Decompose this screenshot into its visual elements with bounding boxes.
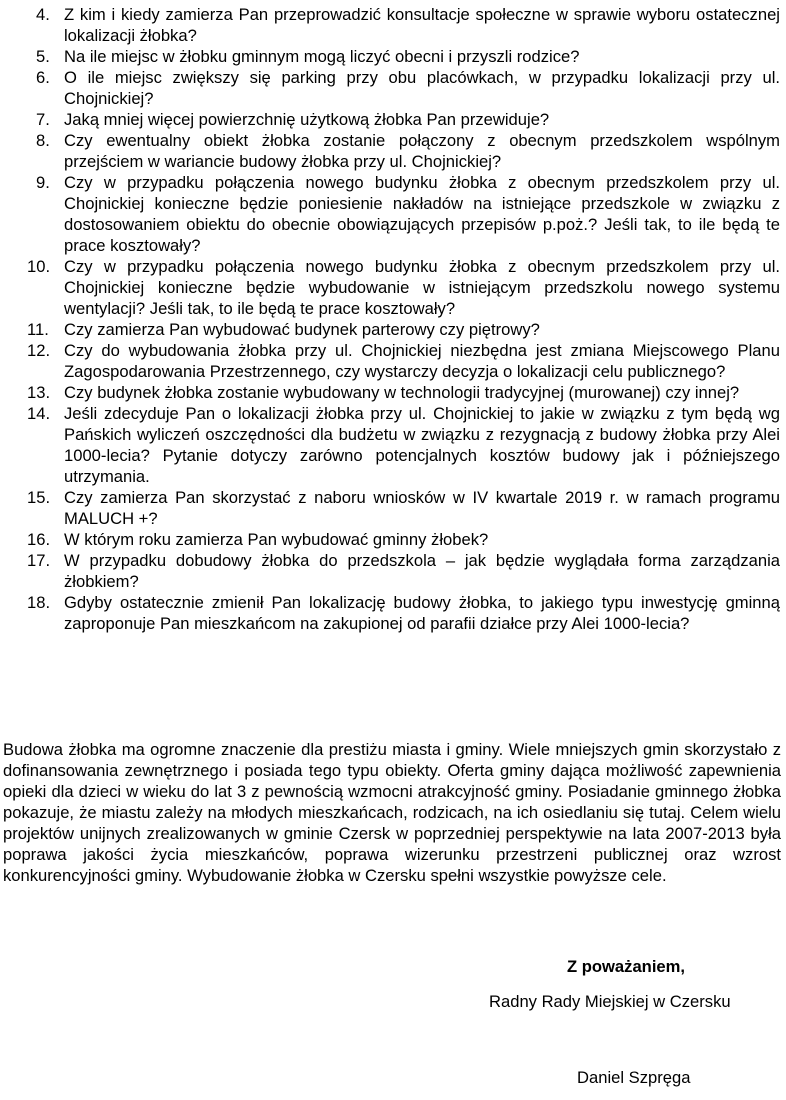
question-text: Czy budynek żłobka zostanie wybudowany w technologii tradycyjnej (murowanej) czy innej?	[64, 383, 740, 402]
question-item	[20, 67, 780, 109]
question-number-label: 17.	[27, 551, 51, 570]
signatory-name: Daniel Szpręga	[577, 1068, 691, 1087]
question-number-label: 4.	[36, 5, 50, 24]
question-text: O ile miejsc zwiększy się parking przy obu placówkach, w przypadku lokalizacji przy ul. Chojnickiej?	[64, 68, 780, 108]
question-number	[20, 319, 64, 340]
question-item	[20, 130, 780, 172]
question-number	[20, 529, 64, 550]
question-text: Jaką mniej więcej powierzchnię użytkową żłobka Pan przewiduje?	[64, 110, 550, 129]
question-number	[20, 46, 64, 67]
question-text: W którym roku zamierza Pan wybudować gminny żłobek?	[64, 530, 489, 549]
question-item	[20, 550, 780, 592]
question-number	[20, 256, 64, 277]
question-text: Czy zamierza Pan skorzystać z naboru wniosków w IV kwartale 2019 r. w ramach programu MALUCH +?	[64, 488, 780, 528]
question-text: Czy ewentualny obiekt żłobka zostanie połączony z obecnym przedszkolem wspólnym przejściem w wariancie budowy żłobka przy ul. Chojnickiej?	[64, 131, 780, 171]
question-number	[20, 109, 64, 130]
question-number-label: 11.	[27, 320, 49, 339]
question-number-label: 16.	[27, 530, 51, 549]
question-item	[20, 487, 780, 529]
question-number	[20, 130, 64, 151]
question-item	[20, 592, 780, 634]
question-text: Gdyby ostatecznie zmienił Pan lokalizację budowy żłobka, to jakiego typu inwestycję gminną zaproponuje Pan mieszkańcom na zakupionej od parafii działce przy Alei 1000-lecia?	[64, 593, 780, 633]
question-number-label: 12.	[27, 341, 51, 360]
question-number-label: 13.	[27, 383, 51, 402]
question-number	[20, 340, 64, 361]
question-number-label: 5.	[36, 47, 50, 66]
question-number	[20, 403, 64, 424]
question-number	[20, 4, 64, 25]
question-item	[20, 403, 780, 487]
question-text: Czy w przypadku połączenia nowego budynku żłobka z obecnym przedszkolem przy ul. Chojnickiej konieczne będzie wybudowanie w istniejącym przedszkolu nowego systemu wentylacji? Jeśli tak, to ile będą te prace kosztowały?	[64, 257, 780, 318]
question-number-label: 15.	[27, 488, 51, 507]
question-item	[20, 4, 780, 46]
question-item	[20, 340, 780, 382]
question-item	[20, 382, 780, 403]
question-number-label: 10.	[27, 257, 51, 276]
question-number-label: 7.	[36, 110, 50, 129]
question-number	[20, 172, 64, 193]
question-text: Czy zamierza Pan wybudować budynek parterowy czy piętrowy?	[64, 320, 540, 339]
question-text: Czy w przypadku połączenia nowego budynku żłobka z obecnym przedszkolem przy ul. Chojnickiej konieczne będzie poniesienie nakładów na istniejące przedszkole w związku z dostosowaniem obiektu do obecnie obowiązujących przepisów p.poż.? Jeśli tak, to ile będą te prace kosztowały?	[64, 173, 780, 255]
question-item	[20, 46, 780, 67]
question-number	[20, 67, 64, 88]
question-item	[20, 109, 780, 130]
regards-line: Z poważaniem,	[567, 957, 686, 976]
question-text: W przypadku dobudowy żłobka do przedszkola – jak będzie wyglądała forma zarządzania żłobkiem?	[64, 551, 780, 591]
signatory-role: Radny Rady Miejskiej w Czersku	[489, 992, 731, 1011]
question-text: Na ile miejsc w żłobku gminnym mogą liczyć obecni i przyszli rodzice?	[64, 47, 580, 66]
question-number-label: 18.	[27, 593, 51, 612]
question-number	[20, 382, 64, 403]
question-item	[20, 256, 780, 319]
question-item	[20, 319, 780, 340]
question-number-label: 6.	[36, 68, 50, 87]
question-number	[20, 592, 64, 613]
question-list	[20, 4, 780, 634]
question-text: Jeśli zdecyduje Pan o lokalizacji żłobka przy ul. Chojnickiej to jakie w związku z tym będą wg Pańskich wyliczeń oszczędności dla budżetu w związku z rezygnacją z budowy żłobka przy Alei 1000-lecia? Pytanie dotyczy zarówno potencjalnych kosztów budowy jak i późniejszego utrzymania.	[64, 404, 780, 486]
question-number	[20, 487, 64, 508]
question-text: Czy do wybudowania żłobka przy ul. Chojnickiej niezbędna jest zmiana Miejscowego Planu Zagospodarowania Przestrzennego, czy wystarczy decyzja o lokalizacji celu publicznego?	[64, 341, 780, 381]
question-text: Z kim i kiedy zamierza Pan przeprowadzić konsultacje społeczne w sprawie wyboru ostatecznej lokalizacji żłobka?	[64, 5, 780, 45]
closing-paragraph: Budowa żłobka ma ogromne znaczenie dla prestiżu miasta i gminy. Wiele mniejszych gmin skorzystało z dofinansowania zewnętrznego i posiada tego typu obiekty. Oferta gminy dająca możliwość zapewnienia opieki dla dzieci w wieku do lat 3 z pewnością wzmocni atrakcyjność gminy. Posiadanie gminnego żłobka pokazuje, że miastu zależy na młodych mieszkańcach, rodzicach, na ich osiedlaniu się tutaj. Celem wielu projektów unijnych zrealizowanych w gminie Czersk w poprzedniej perspektywie na lata 2007-2013 była poprawa jakości życia mieszkańców, poprawa wizerunku przestrzeni publicznej oraz wzrost konkurencyjności gminy. Wybudowanie żłobka w Czersku spełni wszystkie powyższe cele.	[3, 740, 781, 885]
question-item	[20, 529, 780, 550]
question-number-label: 8.	[36, 131, 50, 150]
question-number	[20, 550, 64, 571]
question-item	[20, 172, 780, 256]
question-number-label: 9.	[36, 173, 50, 192]
question-number-label: 14.	[27, 404, 51, 423]
